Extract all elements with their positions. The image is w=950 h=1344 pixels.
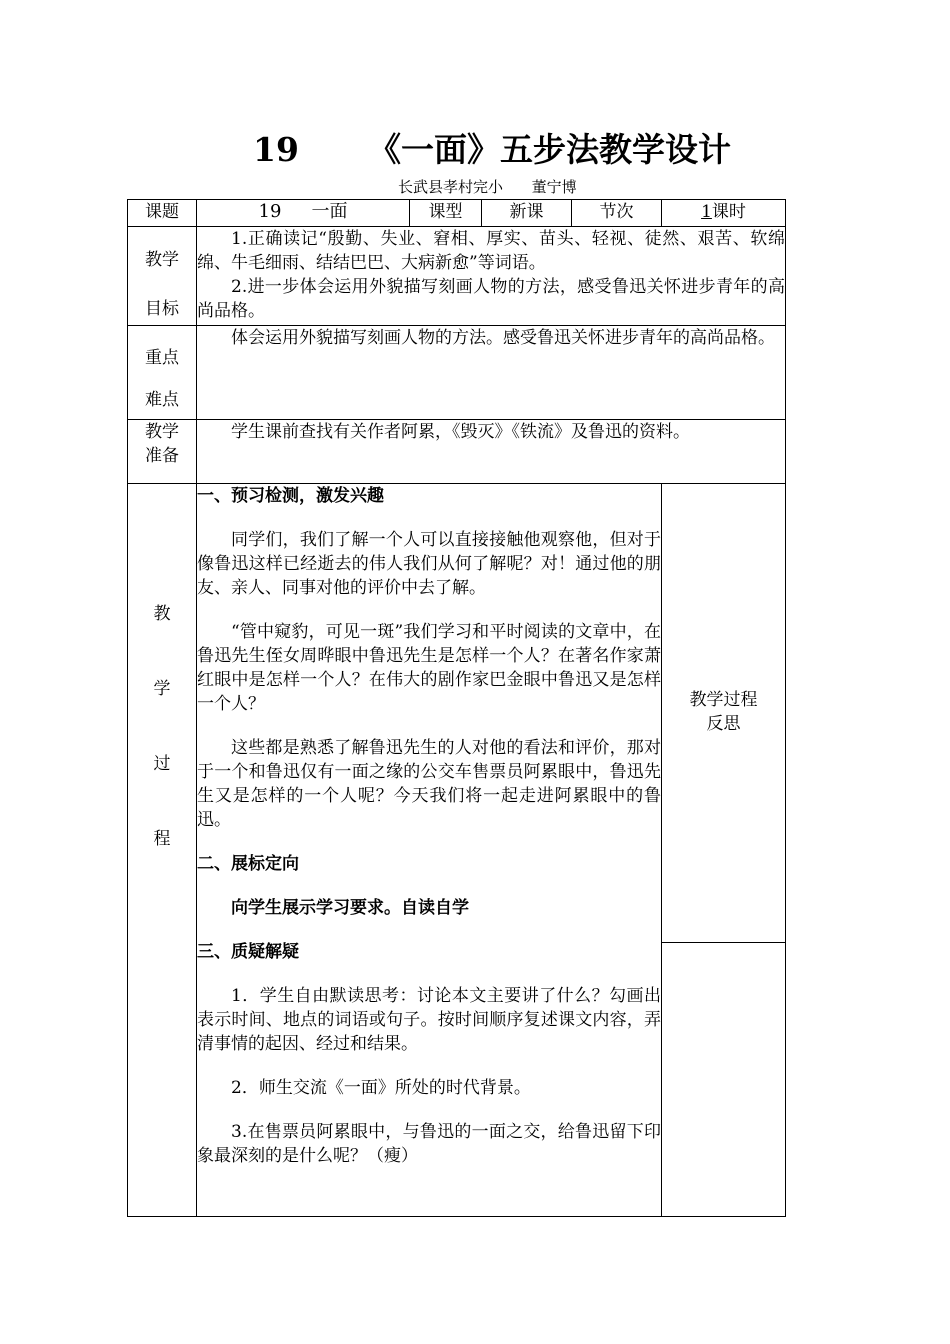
reflection-label: 教学过程反思 — [689, 690, 758, 734]
period-unit: 课时 — [711, 202, 746, 222]
section-2-heading: 二、展标定向 — [197, 854, 299, 874]
process-label — [128, 484, 197, 1217]
period-count: 1 — [701, 202, 712, 222]
process-row — [128, 484, 786, 1217]
reflection-label-cell — [662, 484, 785, 943]
section-3-paragraph-1: 1．学生自由默读思考：讨论本文主要讲了什么？勾画出表示时间、地点的词语或句子。按时间顺序复述课文内容，弄清事情的起因、经过和结果。 — [197, 986, 661, 1054]
author-teacher: 董宁博 — [531, 178, 577, 196]
preparation-text: 学生课前查找有关作者阿累，《毁灭》《铁流》及鲁迅的资料。 — [231, 422, 690, 442]
preparation-label — [128, 420, 197, 484]
type-value: 新课 — [482, 200, 572, 227]
period-value — [662, 200, 786, 227]
topic-label: 课题 — [128, 200, 197, 227]
preparation-content — [197, 420, 786, 484]
type-label: 课型 — [410, 200, 482, 227]
objectives-row — [128, 227, 786, 326]
objectives-label-2: 目标 — [145, 299, 179, 319]
section-1-paragraph-1: 同学们，我们了解一个人可以直接接触他观察他，但对于像鲁迅这样已经逝去的伟人我们从何了解呢？对！通过他的朋友、亲人、同事对他的评价中去了解。 — [197, 530, 661, 598]
lesson-number: 19 — [258, 201, 282, 222]
key-points-row — [128, 326, 786, 420]
section-1-heading: 一、预习检测，激发兴趣 — [197, 486, 384, 506]
lesson-title-cell — [197, 200, 410, 227]
objective-item-2: 2.进一步体会运用外貌描写刻画人物的方法，感受鲁迅关怀进步青年的高尚品格。 — [197, 277, 785, 321]
author-school: 长武县孝村完小 — [398, 178, 504, 196]
objective-item-1: 1.正确读记“殷勤、失业、窘相、厚实、苗头、轻视、徒然、艰苦、软绵绵、牛毛细雨、结结巴巴、大病新愈”等词语。 — [197, 229, 785, 273]
key-points-content — [197, 326, 786, 420]
section-3-paragraph-3: 3.在售票员阿累眼中，与鲁迅的一面之交，给鲁迅留下印象最深刻的是什么呢？（瘦） — [197, 1122, 661, 1166]
process-label-char-2: 学 — [153, 679, 171, 699]
preparation-row — [128, 420, 786, 484]
section-1-paragraph-2: “管中窥豹，可见一斑”我们学习和平时阅读的文章中，在鲁迅先生侄女周晔眼中鲁迅先生是怎样一个人？在著名作家萧红眼中是怎样一个人？在伟大的剧作家巴金眼中鲁迅又是怎样一个人？ — [197, 622, 661, 714]
objectives-content — [197, 227, 786, 326]
key-points-text: 体会运用外貌描写刻画人物的方法。感受鲁迅关怀进步青年的高尚品格。 — [231, 328, 775, 348]
key-points-label — [128, 326, 197, 420]
author-line — [398, 177, 577, 197]
section-2-paragraph-1: 向学生展示学习要求。自读自学 — [231, 898, 469, 918]
section-3-heading: 三、质疑解疑 — [197, 942, 299, 962]
process-label-char-4: 程 — [153, 829, 171, 849]
title-name: 《一面》五步法教学设计 — [368, 130, 731, 169]
key-points-label-2: 难点 — [145, 390, 179, 410]
section-1-paragraph-3: 这些都是熟悉了解鲁迅先生的人对他的看法和评价，那对于一个和鲁迅仅有一面之缘的公交车售票员阿累眼中，鲁迅先生又是怎样的一个人呢？今天我们将一起走进阿累眼中的鲁迅。 — [197, 738, 661, 830]
header-row — [128, 200, 786, 227]
title-number: 19 — [253, 130, 299, 169]
key-points-label-1: 重点 — [145, 348, 179, 368]
objectives-label-1: 教学 — [145, 250, 179, 270]
objectives-label — [128, 227, 197, 326]
preparation-label-1: 教学 — [145, 422, 179, 442]
period-label: 节次 — [572, 200, 662, 227]
process-label-char-3: 过 — [153, 754, 171, 774]
process-label-char-1: 教 — [153, 604, 171, 624]
preparation-label-2: 准备 — [145, 446, 179, 466]
section-3-paragraph-2: 2．师生交流《一面》所处的时代背景。 — [231, 1078, 531, 1098]
lesson-plan-table — [127, 199, 786, 1217]
process-content — [197, 484, 662, 1217]
reflection-column — [662, 484, 786, 1217]
lesson-name: 一面 — [311, 201, 348, 222]
